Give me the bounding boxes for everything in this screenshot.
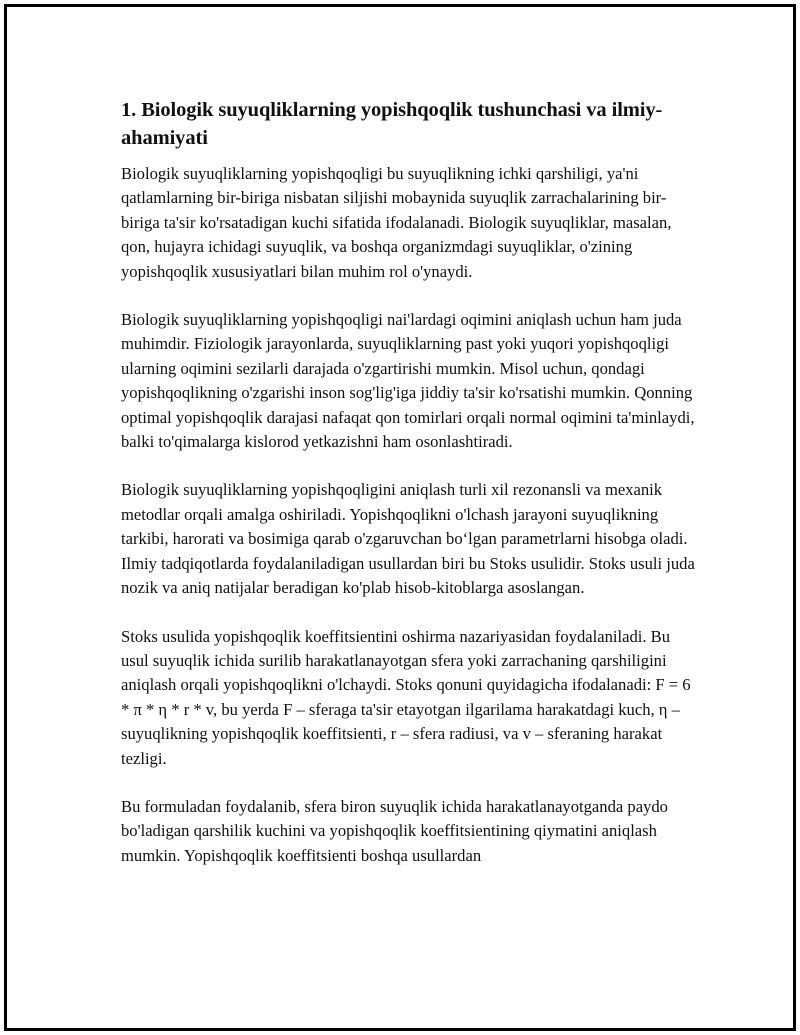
paragraph-viscosity-definition: Biologik suyuqliklarning yopishqoqligi bu suyuqlikning ichki qarshiligi, ya'ni qatlamlarning bir-biriga nisbatan siljishi mobaynida suyuqlik zarrachalarining bir-biriga ta'sir ko'rsatadigan kuchi sifatida ifodalanadi. Biologik suyuqliklar, masalan, qon, hujayra ichidagi suyuqlik, va boshqa organizmdagi suyuqliklar, o'zining yopishqoqlik xususiyatlari bilan muhim rol o'ynaydi. (121, 164, 672, 281)
paragraph-measurement-methods: Biologik suyuqliklarning yopishqoqligini aniqlash turli xil rezonansli va mexanik metodlar orqali amalga oshiriladi. Yopishqoqlikni o'lchash jarayoni suyuqlikning tarkibi, harorati va bosimiga qarab o'zgaruvchan bo‘lgan parametrlarni hisobga oladi. Ilmiy tadqiqotlarda foydalaniladigan usullardan biri bu Stoks usulidir. Stoks usuli juda nozik va aniq natijalar beradigan ko'plab hisob-kitoblarga asoslangan. (121, 480, 695, 598)
paragraph-stokes-law: Stoks usulida yopishqoqlik koeffitsientini oshirma nazariyasidan foydalaniladi. Bu usul suyuqlik ichida surilib harakatlanayotgan sfera yoki zarrachaning qarshiligini aniqlash orqali yopishqoqlikni o'lchaydi. Stoks qonuni quyidagicha ifodalanadi: F = 6 * π * η * r * v, bu yerda F – sferaga ta'sir etayotgan ilgarilama harakatdagi kuch, η – suyuqlikning yopishqoqlik koeffitsienti, r – sfera radiusi, va v – sferaning harakat tezligi. (121, 626, 691, 768)
document-body (121, 96, 696, 892)
section-heading: 1. Biologik suyuqliklarning yopishqoqlik tushunchasi va ilmiy-ahamiyati (121, 99, 663, 149)
paragraph-formula-usage: Bu formuladan foydalanib, sfera biron suyuqlik ichida harakatlanayotganda paydo bo'ladigan qarshilik kuchini va yopishqoqlik koeffitsientining qiymatini aniqlash mumkin. Yopishqoqlik koeffitsienti boshqa usullardan (121, 796, 668, 865)
paragraph-viscosity-importance: Biologik suyuqliklarning yopishqoqligi nai'lardagi oqimini aniqlash uchun ham juda muhimdir. Fiziologik jarayonlarda, suyuqliklarning past yoki yuqori yopishqoqligi ularning oqimini sezilarli darajada o'zgartirishi mumkin. Misol uchun, qondagi yopishqoqlikning o'zgarishi inson sog'lig'iga jiddiy ta'sir ko'rsatishi mumkin. Qonning optimal yopishqoqlik darajasi nafaqat qon tomirlari orqali normal oqimini ta'minlaydi, balki to'qimalarga kislorod yetkazishni ham osonlashtiradi. (121, 310, 695, 452)
page-border (4, 4, 796, 1031)
